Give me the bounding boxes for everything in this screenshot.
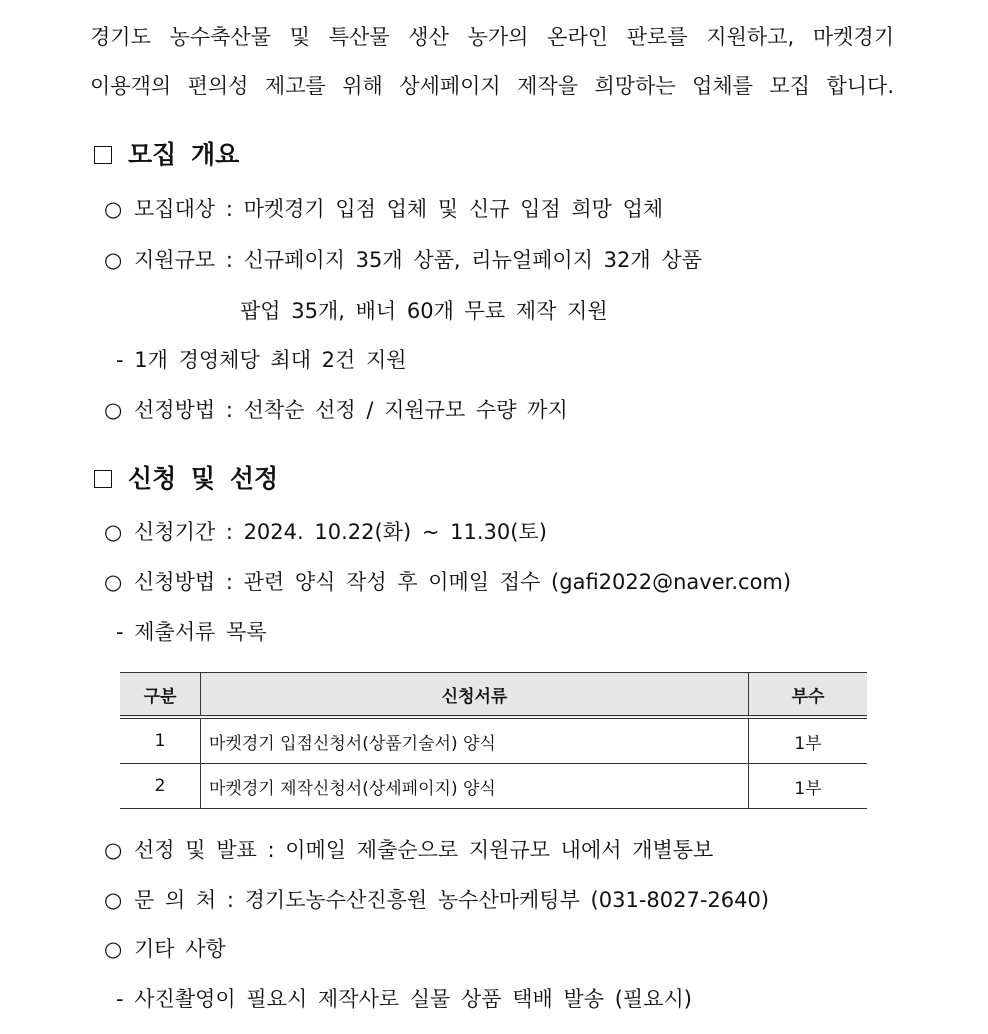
row-number: 2 xyxy=(120,764,201,809)
table-row xyxy=(120,764,867,809)
item-etc xyxy=(104,934,226,964)
row-document: 마켓경기 제작신청서(상세페이지) 양식 xyxy=(201,764,749,809)
item-text: 제출서류 목록 xyxy=(134,620,267,644)
dash-bullet-icon: - xyxy=(116,620,124,644)
row-copies: 1부 xyxy=(749,717,868,764)
circle-bullet-icon: ○ xyxy=(104,838,123,862)
checkbox-square-icon xyxy=(94,470,112,488)
item-period xyxy=(104,517,547,547)
item-limit xyxy=(116,345,407,375)
dash-bullet-icon: - xyxy=(116,348,124,372)
item-scale-continued: 팝업 35개, 배너 60개 무료 제작 지원 xyxy=(240,299,608,323)
section-heading-recruit xyxy=(94,138,239,172)
item-text: 선정 및 발표 : 이메일 제출순으로 지원규모 내에서 개별통보 xyxy=(134,838,714,862)
circle-bullet-icon: ○ xyxy=(104,888,123,912)
row-number: 1 xyxy=(120,717,201,764)
row-document: 마켓경기 입점신청서(상품기술서) 양식 xyxy=(201,717,749,764)
item-docs-label xyxy=(116,617,267,647)
table-row xyxy=(120,717,867,764)
item-text: 신청기간 : 2024. 10.22(화) ~ 11.30(토) xyxy=(134,520,547,544)
section-title: 모집 개요 xyxy=(128,140,240,169)
circle-bullet-icon: ○ xyxy=(104,937,123,961)
header-document: 신청서류 xyxy=(201,673,749,718)
intro-line-1: 경기도 농수축산물 및 특산물 생산 농가의 온라인 판로를 지원하고, 마켓경기 xyxy=(90,25,894,49)
item-target xyxy=(104,194,663,224)
item-text: 기타 사항 xyxy=(134,937,226,961)
header-category: 구분 xyxy=(120,673,201,718)
item-text: 모집대상 : 마켓경기 입점 업체 및 신규 입점 희망 업체 xyxy=(134,197,664,221)
item-photo xyxy=(116,984,692,1014)
item-contact xyxy=(104,885,769,915)
circle-bullet-icon: ○ xyxy=(104,570,123,594)
table-header-row xyxy=(120,673,867,718)
section-heading-apply xyxy=(94,462,278,496)
item-text: 선정방법 : 선착순 선정 / 지원규모 수량 까지 xyxy=(134,398,568,422)
circle-bullet-icon: ○ xyxy=(104,248,123,272)
item-text: 사진촬영이 필요시 제작사로 실물 상품 택배 발송 (필요시) xyxy=(134,987,692,1011)
documents-table xyxy=(120,672,867,809)
item-method xyxy=(104,395,568,425)
header-copies: 부수 xyxy=(749,673,868,718)
intro-line-2: 이용객의 편의성 제고를 위해 상세페이지 제작을 희망하는 업체를 모집 합니다. xyxy=(90,74,894,98)
item-text: 지원규모 : 신규페이지 35개 상품, 리뉴얼페이지 32개 상품 xyxy=(134,248,702,272)
circle-bullet-icon: ○ xyxy=(104,520,123,544)
item-apply-method xyxy=(104,567,791,597)
item-text: 문 의 처 : 경기도농수산진흥원 농수산마케팅부 (031-8027-2640) xyxy=(134,888,770,912)
item-scale xyxy=(104,245,702,275)
section-title: 신청 및 선정 xyxy=(128,464,279,493)
checkbox-square-icon xyxy=(94,146,112,164)
dash-bullet-icon: - xyxy=(116,987,124,1011)
row-copies: 1부 xyxy=(749,764,868,809)
item-text: 신청방법 : 관련 양식 작성 후 이메일 접수 (gafi2022@naver.com) xyxy=(134,570,792,594)
item-text: 1개 경영체당 최대 2건 지원 xyxy=(134,348,407,372)
circle-bullet-icon: ○ xyxy=(104,398,123,422)
item-announce xyxy=(104,835,713,865)
circle-bullet-icon: ○ xyxy=(104,197,123,221)
